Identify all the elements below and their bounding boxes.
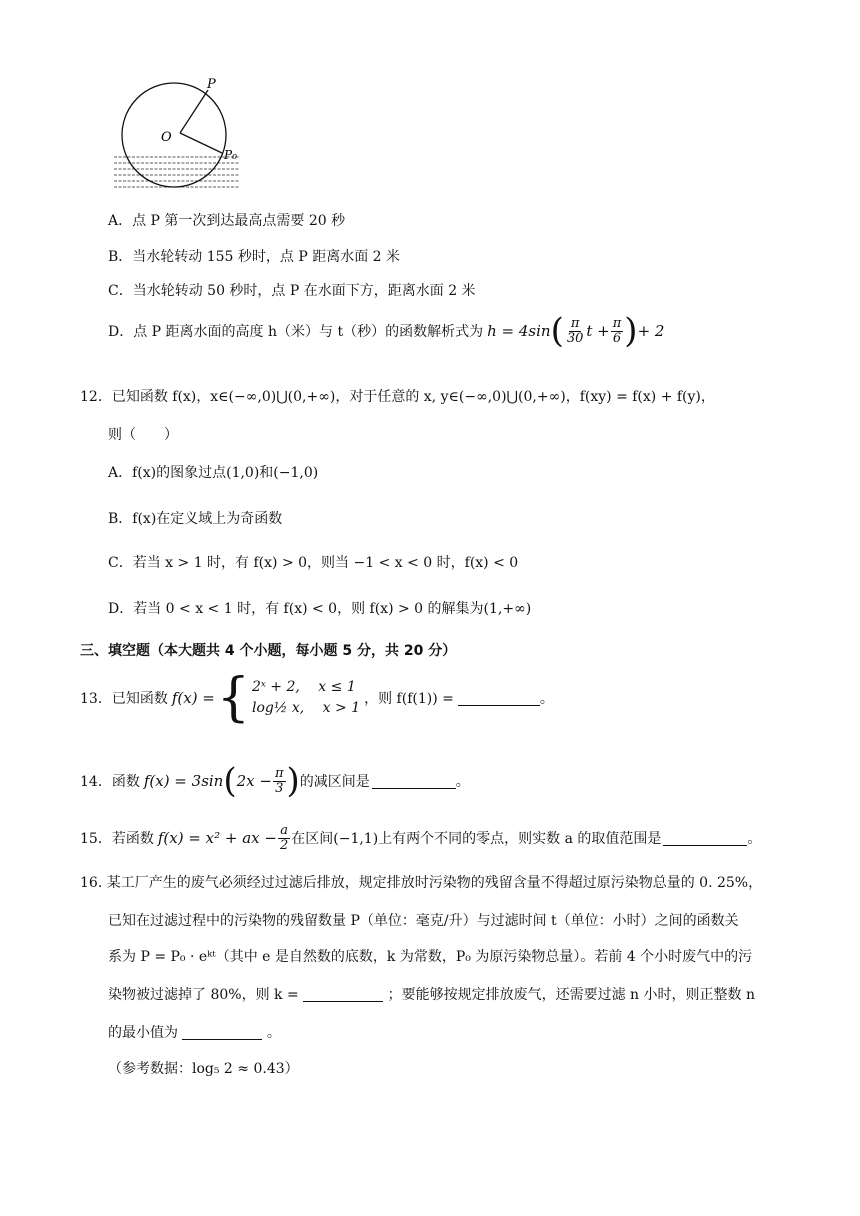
q14-suffix: 的减区间是	[299, 774, 370, 790]
q12-option-c: C．若当 x > 1 时，有 f(x) > 0，则当 −1 < x < 0 时，f(x) < 0	[108, 555, 519, 571]
radius-op	[180, 90, 208, 133]
q15-formula: f(x) = x² + ax −	[157, 829, 277, 848]
q14	[80, 761, 470, 801]
paren-open: (	[550, 311, 564, 351]
label-p: P	[207, 77, 216, 92]
label-o: O	[161, 130, 172, 145]
q16-reference-data: （参考数据：log₅ 2 ≈ 0.43）	[108, 1061, 299, 1077]
fraction-pi-3: $\frac{\pi}{3}$	[274, 765, 284, 796]
radius-op0	[180, 133, 222, 153]
label-p0: P₀	[224, 148, 237, 162]
q15-middle: 在区间(−1,1)上有两个不同的零点，则实数 a 的取值范围是	[291, 831, 662, 848]
q11-option-a: A．点 P 第一次到达最高点需要 20 秒	[108, 213, 346, 229]
q11-option-c: C．当水轮转动 50 秒时，点 P 在水面下方，距离水面 2 米	[108, 283, 476, 299]
q13-fx: f(x) =	[171, 689, 215, 707]
q12-stem-line-1: 12．已知函数 f(x)，x∈(−∞,0)⋃(0,+∞)，对于任意的 x, y∈(−∞,0)⋃(0,+∞)，f(xy) = f(x) + f(y)，	[80, 389, 715, 405]
paren-open: (	[223, 761, 237, 801]
q16-k-answer-blank[interactable]	[303, 987, 383, 1002]
q13	[80, 668, 554, 728]
case-2: log½ x, x > 1	[251, 700, 361, 716]
q12-option-d: D．若当 0 < x < 1 时，有 f(x) < 0，则 f(x) > 0 的解集为(1,+∞)	[108, 601, 532, 617]
q11-option-d	[108, 311, 665, 351]
var-t: t +	[586, 322, 610, 340]
q11-formula-tail: + 2	[637, 322, 665, 340]
q14-inner: 2x −	[236, 772, 272, 790]
q15	[80, 824, 761, 852]
fraction-pi-6: $\frac{\pi}{6}$	[612, 315, 622, 346]
q11-option-d-text: D．点 P 距离水面的高度 h（米）与 t（秒）的函数解析式为	[108, 324, 484, 340]
q16-line-4	[108, 984, 755, 1004]
q12-stem-line-2: 则（ ）	[108, 427, 178, 443]
q14-formula: f(x) = 3sin	[143, 772, 224, 790]
q13-end: 。	[539, 691, 554, 707]
q11-formula-lead: h = 4sin	[487, 322, 551, 340]
q14-end: 。	[455, 774, 470, 790]
paren-close: )	[286, 761, 300, 801]
section-heading: 三、填空题（本大题共 4 个小题，每小题 5 分，共 20 分）	[80, 643, 457, 659]
water-surface-lines	[114, 157, 240, 187]
wheel-circle	[122, 83, 226, 187]
q16-line-1: 16. 某工厂产生的废气必须经过过滤后排放，规定排放时污染物的残留含量不得超过原污染物总量的 0. 25%，	[80, 875, 763, 891]
q13-answer-blank[interactable]	[458, 691, 540, 706]
q16-line-5-start: 的最小值为	[108, 1025, 178, 1041]
q12-option-a: A．f(x)的图象过点(1,0)和(−1,0)	[108, 465, 319, 481]
q14-answer-blank[interactable]	[372, 774, 456, 789]
fraction-a-2: $\frac{a}{2}$	[279, 823, 289, 853]
q16-line-4-start: 染物被过滤掉了 80%，则 k =	[108, 987, 299, 1003]
q13-prefix: 13．已知函数	[80, 691, 168, 707]
q16-line-5-end: 。	[266, 1025, 281, 1041]
paren-close: )	[624, 311, 638, 351]
q15-answer-blank[interactable]	[663, 831, 747, 846]
q15-prefix: 15．若函数	[80, 831, 154, 848]
fraction-pi-30: $\frac{\pi}{30}$	[566, 315, 584, 346]
water-wheel-figure	[108, 62, 248, 194]
left-brace: {	[216, 668, 250, 728]
q16-line-4-end: ；要能够按规定排放废气，还需要过滤 n 小时，则正整数 n	[387, 987, 755, 1003]
q16-line-5	[108, 1022, 281, 1042]
q12-option-b: B．f(x)在定义域上为奇函数	[108, 511, 283, 527]
q13-suffix: ，则 f(f(1)) =	[364, 691, 454, 707]
case-1: 2ˣ + 2, x ≤ 1	[251, 679, 356, 695]
q14-prefix: 14．函数	[80, 774, 140, 790]
q15-end: 。	[747, 831, 762, 848]
q16-line-2: 已知在过滤过程中的污染物的残留数量 P（单位：毫克/升）与过滤时间 t（单位：小时）之间的函数关	[108, 913, 739, 929]
q11-option-b: B．当水轮转动 155 秒时，点 P 距离水面 2 米	[108, 249, 401, 265]
piecewise-function	[216, 668, 361, 728]
q16-n-answer-blank[interactable]	[182, 1025, 262, 1040]
q16-line-3: 系为 P = P₀ · eᵏᵗ（其中 e 是自然数的底数，k 为常数，P₀ 为原污染物总量）。若前 4 个小时废气中的污	[108, 949, 753, 965]
